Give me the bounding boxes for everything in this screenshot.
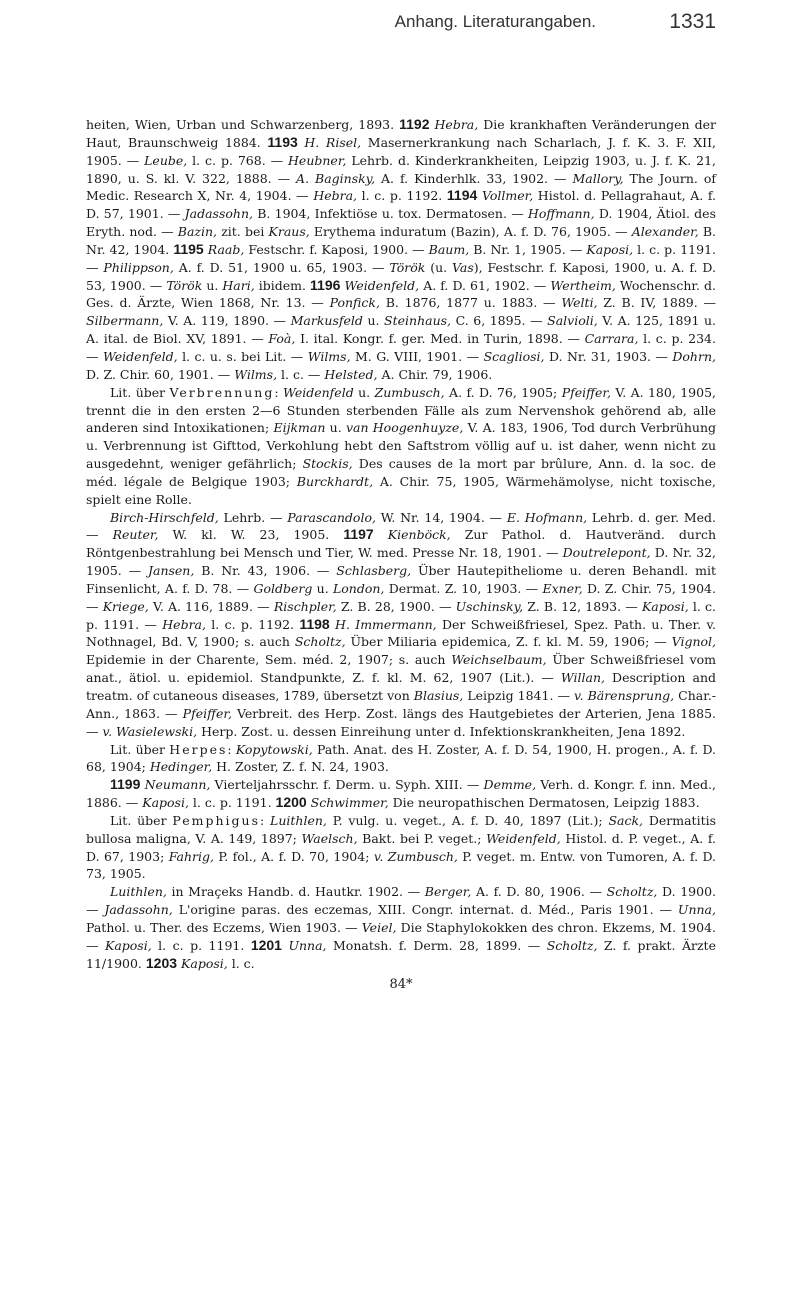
author-name: Weidenfeld, [102, 348, 178, 364]
reference-text: Lit. über [110, 384, 170, 400]
reference-text: Histol. d. Pellagrahaut, A. f. D. 57, 1901. — [86, 188, 716, 222]
reference-text: l. c. [227, 955, 255, 971]
reference-text: ibidem. [254, 277, 311, 293]
reference-text: V. A. 119, 1890. — [163, 313, 291, 329]
reference-text: Masernerkrankung nach Scharlach, J. f. K. 3. F. XII, 1905. — [86, 134, 716, 168]
author-name: Pfeiffer, [561, 384, 611, 400]
reference-text: Bakt. bei P. veget.; [357, 830, 487, 846]
author-name: Vignol, [671, 634, 716, 650]
author-name: Exner, [542, 580, 583, 596]
reference-text: l. c. p. 1192. [205, 616, 300, 632]
reference-text: W. kl. W. 23, 1905. [158, 527, 344, 543]
author-name: Welti, [561, 295, 598, 311]
reference-text: heiten, Wien, Urban und Schwarzenberg, 1893. [86, 117, 400, 132]
reference-text: Herp. Zost. u. dessen Einreihung unter d. Infektionskrankheiten, Jena 1892. [197, 723, 686, 739]
reference-text: Die neuropathischen Dermatosen, Leipzig 1883. [388, 795, 700, 811]
author-name: Baum, [428, 241, 470, 257]
author-name: Philippson, [103, 259, 174, 275]
reference-text: P. fol., A. f. D. 70, 1904; [213, 848, 374, 864]
author-name: Eijkman [273, 420, 326, 436]
author-name: Jadassohn, [184, 206, 253, 222]
author-name: H. Immermann, [335, 616, 437, 632]
reference-text: ), Festschr. f. Kaposi, 1900, u. A. f. D. 53, 1900. — [86, 259, 716, 293]
author-name: Helsted, [324, 366, 378, 382]
author-name: Alexander, [631, 224, 699, 240]
author-name: Zumbusch, [374, 384, 445, 400]
author-name: v. Zumbusch, [373, 848, 458, 864]
author-name: Scholtz, [606, 884, 658, 900]
author-name: Salvioli, [547, 313, 598, 329]
reference-text: V. A. 125, 1891 u. A. ital. de Biol. XV, 1891. — [86, 313, 716, 347]
reference-text: Lit. über [110, 741, 170, 757]
author-name: Neumann, [144, 777, 211, 793]
author-name: Kopytowski, [235, 741, 313, 757]
reference-text: in Mraçeks Handb. d. Hautkr. 1902. — [166, 884, 425, 900]
author-name: Kienböck, [387, 527, 451, 543]
author-name: Dohrn, [672, 348, 716, 364]
reference-text: Dermatitis bullosa maligna, V. A. 149, 1897; [86, 812, 716, 846]
author-name: Kaposi, [586, 241, 634, 257]
author-name: Vollmer, [481, 188, 534, 204]
author-name: Hoffmann, [527, 206, 595, 222]
reference-text: B. Nr. 43, 1906. — [194, 563, 337, 579]
reference-paragraph [86, 384, 716, 509]
author-name: Kaposi, [142, 795, 189, 811]
reference-text: P. vulg. u. veget., A. f. D. 40, 1897 (Lit.); [326, 812, 609, 828]
author-name: Hari, [222, 277, 255, 293]
reference-text: l. c. p. 1192. [357, 188, 447, 204]
author-name: Weidenfeld, [486, 830, 561, 846]
reference-paragraph [86, 509, 716, 741]
reference-text: u. [312, 580, 333, 596]
reference-text: Histol. d. P. veget., A. f. D. 67, 1903; [86, 830, 717, 864]
running-title: Anhang. Literaturangaben. [394, 12, 596, 31]
author-name: Unna, [677, 902, 716, 918]
author-name: Weidenfeld, [344, 277, 420, 293]
author-name: London, [332, 580, 385, 596]
reference-text: Z. B. 12, 1893. — [523, 598, 642, 614]
reference-text: W. Nr. 14, 1904. — [375, 509, 507, 525]
reference-text: H. Zoster, Z. f. N. 24, 1903. [212, 759, 389, 775]
reference-paragraph [86, 116, 716, 384]
reference-paragraph [86, 883, 716, 972]
reference-text: Verh. d. Kongr. f. inn. Med., 1886. — [86, 777, 716, 811]
reference-text: Z. B. IV, 1889. — [597, 295, 716, 311]
reference-text: Zur Pathol. d. Hautveränd. durch Röntgenbestrahlung bei Mensch und Tier, W. med. Presse Nr. 18, 1901. — [86, 527, 716, 561]
reference-text: I. ital. Kongr. f. ger. Med. in Turin, 1898. — [295, 331, 585, 347]
reference-text: Über Schweißfriesel vom anat., ätiol. u. epidemiol. Standpunkte, Z. f. kl. M. 62, 1907 (Lit.). — [86, 652, 717, 686]
author-name: Scholtz, [294, 634, 346, 650]
reference-text: Verbreit. des Herp. Zost. längs des Hautgebietes der Arterien, Jena 1885. — [86, 705, 716, 739]
reference-text: A. f. D. 61, 1902. — [419, 277, 551, 293]
page-number: 1331 [669, 10, 716, 33]
reference-text: Lehrb. d. ger. Med. — [86, 509, 716, 543]
author-name: Török [389, 259, 426, 275]
author-name: Kaposi, [181, 955, 228, 971]
topic-keyword: Verbrennung [169, 384, 275, 400]
reference-text: Die krankhaften Veränderungen der Haut, Braunschweig 1884. [86, 117, 717, 150]
reference-number: 1203 [145, 954, 178, 971]
author-name: H. Risel, [304, 134, 362, 150]
reference-text: Der Schweißfriesel, Spez. Path. u. Ther. v. Nothnagel, Bd. V, 1900; s. auch [86, 616, 717, 650]
reference-paragraph [86, 812, 716, 883]
author-name: Kriege, [102, 598, 149, 614]
reference-text: u. [353, 384, 375, 400]
reference-text: B. Nr. 42, 1904. [86, 224, 717, 257]
reference-number: 1193 [267, 133, 298, 150]
references-body [86, 116, 716, 973]
author-name: Ponfick, [329, 295, 380, 311]
author-name: Waelsch, [301, 830, 358, 846]
reference-text: u. [202, 277, 223, 293]
author-name: Luithlen, [270, 812, 327, 828]
reference-text: l. c. — [277, 366, 325, 382]
author-name: Schwimmer, [310, 795, 389, 811]
reference-text: Description and treatm. of cutaneous diseases, 1789, übersetzt von [86, 670, 716, 703]
reference-text: Z. B. 28, 1900. — [336, 598, 456, 614]
reference-text: Wochenschr. d. Ges. d. Ärzte, Wien 1868, Nr. 13. — [86, 277, 716, 311]
reference-text: B. 1876, 1877 u. 1883. — [379, 295, 562, 311]
reference-number: 1199 [110, 776, 141, 793]
author-name: Markusfeld [290, 313, 363, 329]
reference-text: l. c. p. 1191. [151, 937, 251, 953]
reference-text: Vierteljahrsschr. f. Derm. u. Syph. XIII. — [210, 777, 484, 793]
reference-text: B. 1904, Infektiöse u. tox. Dermatosen. — [253, 206, 528, 222]
reference-text: l. c. u. s. bei Lit. — [177, 348, 308, 364]
reference-text: : [260, 812, 271, 828]
author-name: Wilms, [307, 348, 351, 364]
reference-text: A. Chir. 79, 1906. [377, 366, 493, 382]
author-name: Parascandolo, [287, 509, 376, 525]
reference-text: D. Nr. 32, 1905. — [86, 545, 716, 579]
reference-text: C. 6, 1895. — [451, 313, 548, 329]
author-name: v. Bärensprung, [573, 688, 675, 703]
reference-text: M. G. VIII, 1901. — [350, 348, 484, 364]
reference-text: A. f. D. 76, 1905; [444, 384, 562, 400]
author-name: Vas [452, 259, 474, 275]
author-name: Scagliosi, [483, 348, 545, 364]
author-name: Scholtz, [546, 937, 598, 953]
author-name: Steinhaus, [384, 313, 452, 329]
reference-text: A. f. Kinderhlk. 33, 1902. — [375, 170, 573, 186]
printer-signature: 84* [389, 976, 413, 992]
reference-text: u. [325, 420, 346, 436]
author-name: Török [166, 277, 203, 293]
reference-text: D. Z. Chir. 60, 1901. — [86, 366, 235, 382]
author-name: Burckhardt, [296, 473, 374, 489]
author-name: A. Baginsky, [296, 170, 376, 186]
reference-text: D. Z. Chir. 75, 1904. — [86, 580, 716, 614]
author-name: Wertheim, [550, 277, 616, 293]
reference-text: Des causes de la mort par brûlure, Ann. d. la soc. de méd. légale de Belgique 1903; [86, 456, 716, 489]
reference-text: l. c. p. 234. — [86, 331, 716, 364]
author-name: Luithlen, [110, 884, 167, 900]
author-name: Goldberg [253, 580, 313, 596]
reference-text: Epidemie in der Charente, Sem. méd. 2, 1907; s. auch [86, 652, 452, 668]
author-name: Carrara, [584, 331, 639, 347]
reference-text: u. [362, 313, 385, 329]
author-name: Leube, [144, 152, 188, 168]
reference-text [374, 527, 388, 542]
reference-text: Lehrb. d. Kinderkrankheiten, Leipzig 1903, u. J. f. K. 21, 1890, u. S. kl. V. 322, 1888. — [86, 152, 717, 186]
reference-number: 1198 [299, 615, 330, 632]
author-name: Kaposi, [104, 937, 152, 953]
author-name: van Hoogenhuyze, [345, 420, 464, 436]
reference-text: Pathol. u. Ther. des Eczems, Wien 1903. — [86, 919, 362, 935]
author-name: Pfeiffer, [182, 705, 232, 721]
author-name: v. Wasielewski, [102, 723, 198, 739]
author-name: Hebra, [313, 188, 358, 204]
reference-text: A. f. D. 51, 1900 u. 65, 1903. — [173, 259, 390, 275]
reference-text: : [227, 741, 236, 757]
reference-text: : [274, 384, 283, 400]
reference-text: Z. f. prakt. Ärzte 11/1900. [86, 937, 716, 971]
author-name: Berger, [424, 884, 472, 900]
page-header [86, 0, 716, 56]
author-name: Silbermann, [86, 313, 164, 329]
reference-text: D. Nr. 31, 1903. — [544, 348, 673, 364]
author-name: Reuter, [112, 527, 159, 543]
reference-text: V. A. 183, 1906, Tod durch Verbrühung u. Verbrennung ist Gifttod, Verkohlung hebt den Saftstrom völlig auf u. ist daher, wenn nicht zu ausgedehnt, weniger gefährlich; [86, 420, 716, 472]
reference-text: D. 1900. — [86, 884, 716, 918]
reference-text: P. veget. m. Entw. von Tumoren, A. f. D. 73, 1905. [86, 848, 717, 882]
reference-number: 1200 [275, 794, 307, 811]
author-name: Foà, [268, 331, 296, 347]
author-name: Demme, [483, 777, 537, 793]
reference-text: L'origine paras. des eczemas, XIII. Congr. internat. d. Méd., Paris 1901. — [172, 902, 678, 918]
author-name: Raab, [207, 241, 245, 257]
reference-text: l. c. p. 768. — [187, 152, 289, 168]
reference-text: zit. bei [217, 224, 269, 240]
reference-text: l. c. p. 1191. [188, 795, 276, 811]
reference-text: Dermat. Z. 10, 1903. — [384, 580, 543, 596]
author-name: Willan, [560, 670, 605, 686]
reference-number: 1195 [173, 240, 204, 257]
author-name: Heubner, [288, 152, 347, 168]
author-name: Weidenfeld [283, 384, 354, 400]
author-name: Sack, [608, 812, 644, 828]
author-name: Wilms, [234, 366, 278, 382]
author-name: Schlasberg, [336, 563, 412, 579]
reference-text: Char.-Ann., 1863. — [86, 688, 717, 721]
reference-paragraph [86, 776, 716, 812]
reference-number: 1196 [310, 276, 341, 293]
author-name: Bazin, [177, 224, 218, 240]
reference-text: The Journ. of Medic. Research X, Nr. 4, 1904. — [86, 170, 716, 204]
topic-keyword: Pemphigus [172, 812, 260, 828]
reference-text: Die Staphylokokken des chron. Ekzems, M. 1904. — [86, 919, 716, 953]
reference-text: A. f. D. 80, 1906. — [471, 884, 607, 900]
reference-text: Leipzig 1841. — [463, 688, 574, 703]
author-name: Fahrig, [168, 848, 214, 864]
author-name: Jadassohn, [104, 902, 173, 918]
reference-text: Über Miliaria epidemica, Z. f. kl. M. 59, 1906; — [345, 634, 672, 650]
author-name: Veiel, [361, 919, 397, 935]
reference-text: D. 1904, Ätiol. des Eryth. nod. — [86, 206, 716, 240]
author-name: Hedinger, [149, 759, 213, 775]
reference-number: 1192 [399, 116, 430, 132]
author-name: Weichselbaum, [451, 652, 547, 668]
author-name: Hebra, [434, 117, 479, 132]
reference-text: V. A. 180, 1905, trennt die in den ersten 2—6 Stunden sterbenden Fälle als zum Nervenshok gehörend ab, alle anderen sind Intoxikationen; [86, 384, 717, 436]
reference-text: Über Hautepitheliome u. deren Behandl. mit Finsenlicht, A. f. D. 78. — [86, 563, 716, 596]
author-name: Uschinsky, [455, 598, 524, 614]
author-name: E. Hofmann, [506, 509, 588, 525]
author-name: Stockis, [302, 456, 353, 472]
reference-number: 1197 [343, 526, 374, 543]
reference-text: A. Chir. 75, 1905, Wärmehämolyse, nicht toxische, spielt eine Rolle. [86, 473, 717, 507]
reference-text: B. Nr. 1, 1905. — [469, 241, 587, 257]
author-name: Kraus, [268, 224, 310, 240]
author-name: Unna, [288, 937, 327, 953]
reference-text: Festschr. f. Kaposi, 1900. — [244, 241, 429, 257]
reference-paragraph [86, 741, 716, 777]
author-name: Kaposi, [641, 598, 689, 614]
reference-text: V. A. 116, 1889. — [148, 598, 274, 614]
author-name: Rischpler, [273, 598, 337, 614]
reference-text: Lit. über [110, 812, 173, 828]
reference-text: Monatsh. f. Derm. 28, 1899. — [326, 937, 547, 953]
author-name: Jansen, [147, 563, 195, 579]
reference-text: l. c. p. 1191. — [86, 598, 717, 632]
author-name: Mallory, [572, 170, 624, 186]
reference-text: l. c. p. 1191. — [86, 241, 716, 275]
reference-text: (u. [425, 259, 452, 275]
reference-text: Erythema induratum (Bazin), A. f. D. 76, 1905. — [309, 224, 632, 240]
reference-number: 1201 [250, 936, 282, 953]
reference-text: Path. Anat. des H. Zoster, A. f. D. 54, 1900, H. progen., A. f. D. 68, 1904; [86, 741, 716, 775]
author-name: Blasius, [413, 688, 464, 703]
reference-number: 1194 [446, 187, 478, 204]
author-name: Doutrelepont, [562, 545, 651, 561]
author-name: Birch-Hirschfeld, [110, 509, 219, 525]
topic-keyword: Herpes [169, 741, 228, 757]
author-name: Hebra, [162, 616, 206, 632]
reference-text: Lehrb. — [218, 509, 288, 525]
